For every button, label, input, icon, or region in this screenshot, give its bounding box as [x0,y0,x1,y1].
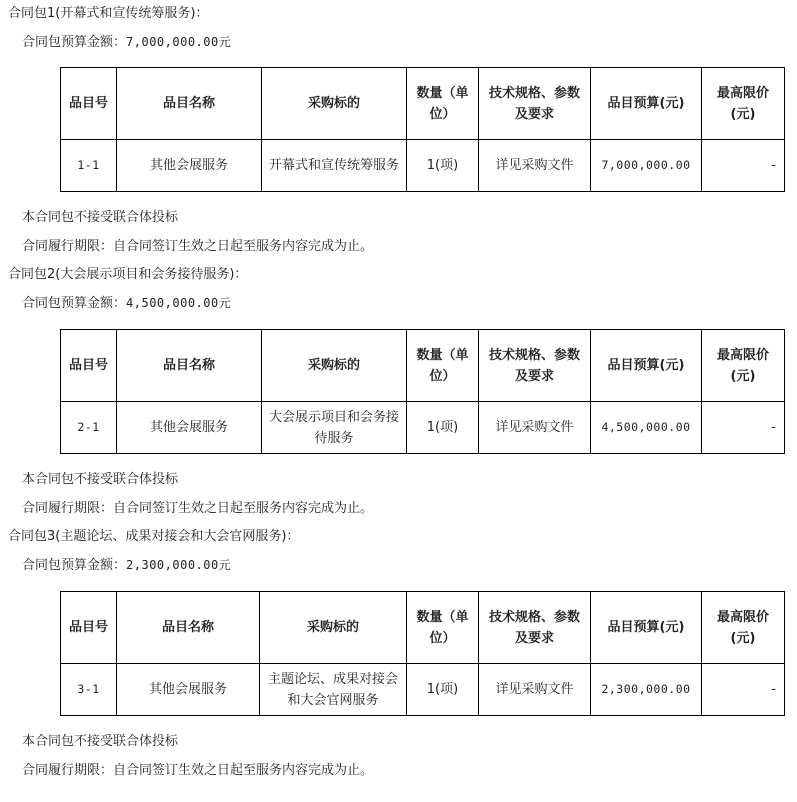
quantity: 1(项) [407,402,479,454]
table-row [61,664,785,716]
package-1-header: 合同包1(开幕式和宣传统筹服务)： [8,6,209,21]
col-max-price: 最高限价(元) [702,592,785,664]
spec: 详见采购文件 [479,140,591,192]
col-item-no: 品目号 [61,68,117,140]
col-budget: 品目预算(元) [591,592,702,664]
col-spec: 技术规格、参数及要求 [479,330,591,402]
item-no: 2-1 [61,402,117,454]
budget: 4,500,000.00 [591,402,702,454]
package-3-period: 合同履行期限：自合同签订生效之日起至服务内容完成为止。 [22,763,374,778]
col-item-name: 品目名称 [117,330,262,402]
col-subject: 采购标的 [262,68,407,140]
budget-label: 合同包预算金额： [22,296,127,311]
item-name: 其他会展服务 [117,664,260,716]
col-subject: 采购标的 [260,592,407,664]
package-3-header: 合同包3(主题论坛、成果对接会和大会官网服务)： [8,529,300,544]
package-3-table [60,591,785,716]
table-row [61,140,785,192]
item-no: 3-1 [61,664,117,716]
col-item-name: 品目名称 [117,68,262,140]
package-2-table [60,329,785,454]
col-item-no: 品目号 [61,592,117,664]
col-spec: 技术规格、参数及要求 [479,68,591,140]
package-2-period: 合同履行期限：自合同签订生效之日起至服务内容完成为止。 [22,501,374,516]
package-3-note: 本合同包不接受联合体投标 [22,734,179,749]
subject: 大会展示项目和会务接待服务 [262,402,407,454]
max-price: - [702,402,785,454]
subject: 开幕式和宣传统筹服务 [262,140,407,192]
col-item-no: 品目号 [61,330,117,402]
max-price: - [702,140,785,192]
col-quantity: 数量（单位） [407,592,479,664]
col-max-price: 最高限价(元) [702,330,785,402]
item-no: 1-1 [61,140,117,192]
package-2-note: 本合同包不接受联合体投标 [22,472,179,487]
quantity: 1(项) [407,140,479,192]
budget-label: 合同包预算金额： [22,558,127,573]
col-item-name: 品目名称 [117,592,260,664]
col-budget: 品目预算(元) [591,330,702,402]
package-1-table [60,67,785,192]
subject: 主题论坛、成果对接会和大会官网服务 [260,664,407,716]
col-max-price: 最高限价(元) [702,68,785,140]
package-1-budget [22,33,231,52]
package-1-note: 本合同包不接受联合体投标 [22,210,179,225]
quantity: 1(项) [407,664,479,716]
spec: 详见采购文件 [479,664,591,716]
budget: 7,000,000.00 [591,140,702,192]
package-2-header: 合同包2(大会展示项目和会务接待服务)： [8,267,248,282]
item-name: 其他会展服务 [117,402,262,454]
budget-value: 4,500,000.00元 [126,296,232,310]
table-row [61,402,785,454]
budget-value: 2,300,000.00元 [126,558,232,572]
package-1-period: 合同履行期限：自合同签订生效之日起至服务内容完成为止。 [22,239,374,254]
budget: 2,300,000.00 [591,664,702,716]
package-2-budget [22,294,231,313]
budget-value: 7,000,000.00元 [126,35,232,49]
col-spec: 技术规格、参数及要求 [479,592,591,664]
col-quantity: 数量（单位） [407,68,479,140]
spec: 详见采购文件 [479,402,591,454]
budget-label: 合同包预算金额： [22,35,127,50]
package-3-budget [22,556,231,575]
col-quantity: 数量（单位） [407,330,479,402]
max-price: - [702,664,785,716]
col-budget: 品目预算(元) [591,68,702,140]
item-name: 其他会展服务 [117,140,262,192]
col-subject: 采购标的 [262,330,407,402]
